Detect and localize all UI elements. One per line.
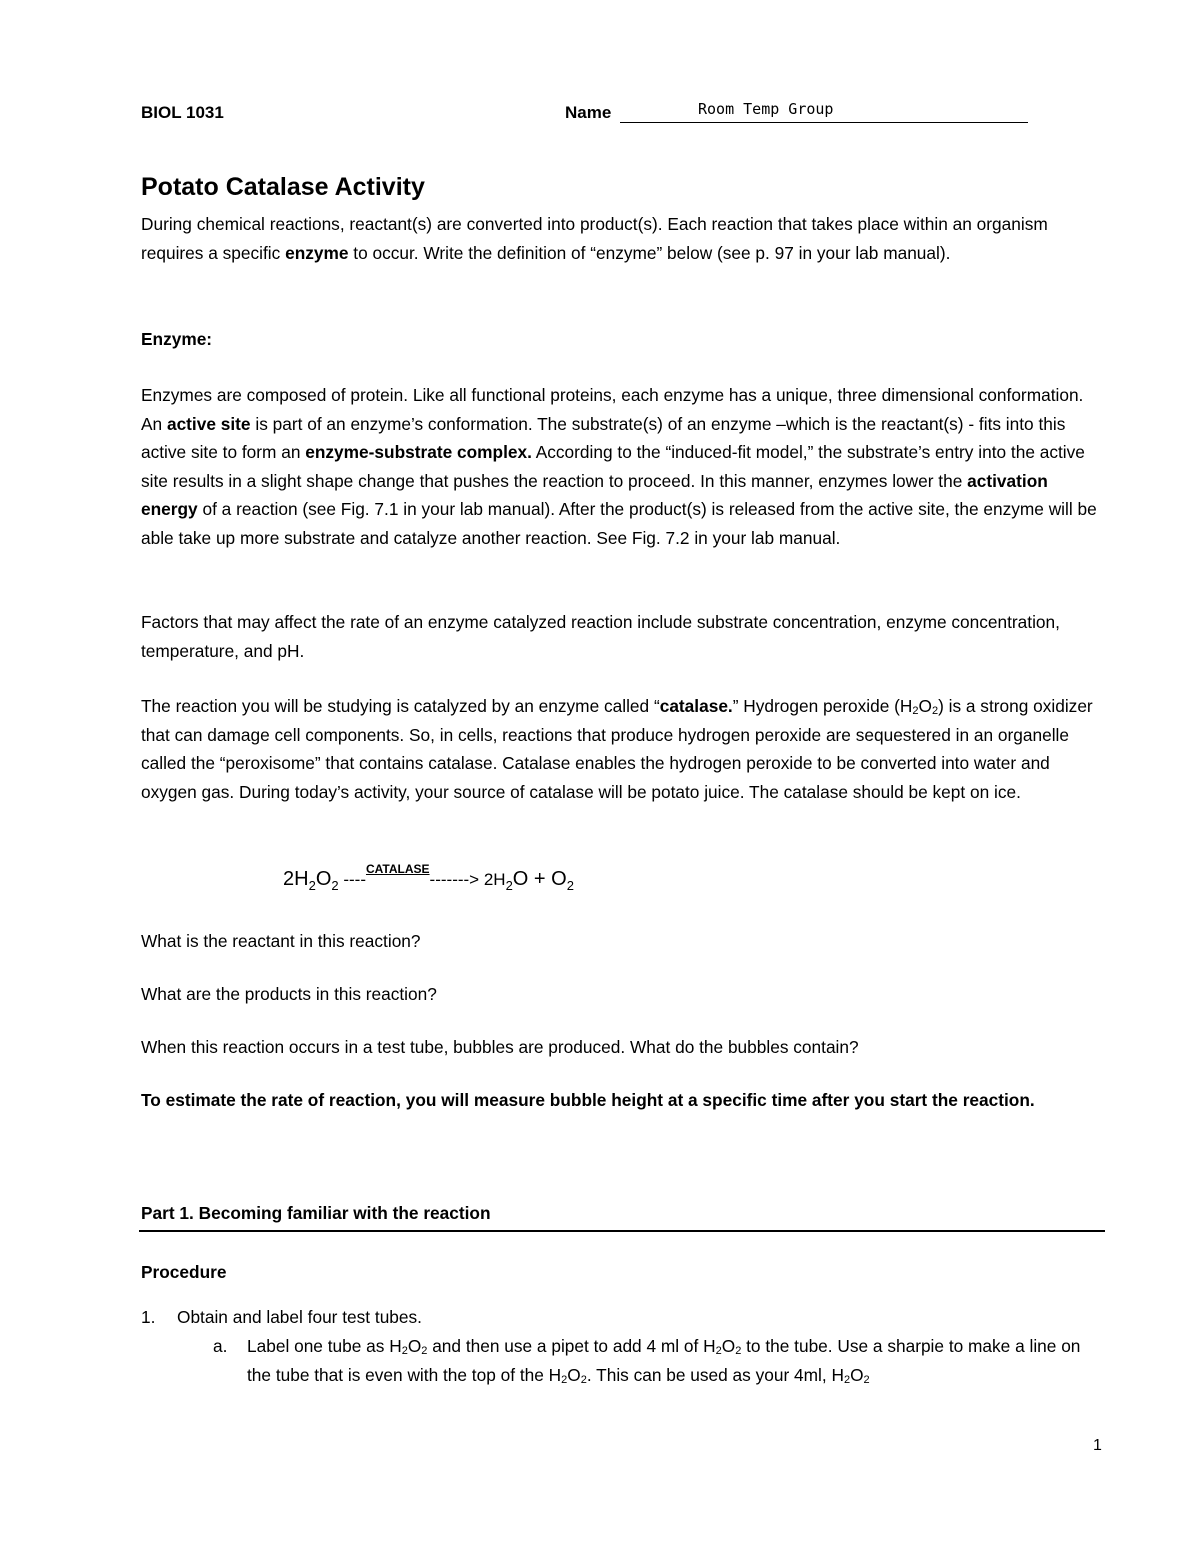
name-label: Name — [565, 103, 612, 122]
catalase-arrow-label: CATALASE — [365, 862, 430, 876]
question-reactant: What is the reactant in this reaction? — [141, 931, 421, 951]
enzyme-description-paragraph: Enzymes are composed of protein. Like all functional proteins, each enzyme has a unique, three dimensional conformation. An active site is part of an enzyme’s conformation. The substrate(s) of an enzyme –which is the reactant(s) - fits into this active site to form an enzyme-substrate complex. According to the “induced-fit model,” the substrate’s entry into the active site results in a slight shape change that pushes the reaction to proceed. In this manner, enzymes lower the activation energy of a reaction (see Fig. 7.1 in your lab manual). After the product(s) is released from the active site, the enzyme will be able take up more substrate and catalyze another reaction. See Fig. 7.2 in your lab manual. — [141, 385, 1097, 548]
step-1-text: Obtain and label four test tubes. — [177, 1307, 422, 1327]
question-products: What are the products in this reaction? — [141, 984, 437, 1004]
catalase-paragraph: The reaction you will be studying is catalyzed by an enzyme called “catalase.” Hydrogen peroxide $(H_2O_2)$ is a strong oxidizer that can damage cell components. So, in cells, reactions that produce hydrogen peroxide are sequestered in an organelle called the “peroxisome” that contains catalase. Catalase enables the hydrogen peroxide to be converted into water and oxygen gas. During today’s activity, your source of catalase will be potato juice. The catalase should be kept on ice. — [141, 696, 1093, 802]
reaction-equation: $2H_2O_2$ $----^{CATALASE}-------> 2H_2O + O_2$ — [283, 862, 574, 893]
step-1a-text: Label one tube as $H_2O_2$ and then use a pipet to add 4 ml of $H_2O_2$ to the tube. Use a sharpie to make a line on the tube that is even with the top of the $H_2O_2$. This can be used as your 4ml, $H_2O_2$ — [247, 1336, 1081, 1386]
rate-estimate-note: To estimate the rate of reaction, you will measure bubble height at a specific time after you start the reaction. — [141, 1090, 1035, 1110]
enzyme-label: Enzyme: — [141, 329, 213, 349]
factors-paragraph: Factors that may affect the rate of an enzyme catalyzed reaction include substrate concentration, enzyme concentration, temperature, and pH. — [141, 612, 1060, 661]
step-1-number: 1. — [141, 1307, 156, 1327]
page-number: 1 — [1093, 1437, 1102, 1454]
part1-heading: Part 1. Becoming familiar with the reaction — [141, 1203, 491, 1223]
name-field-underline — [620, 122, 1028, 123]
intro-paragraph: During chemical reactions, reactant(s) are converted into product(s). Each reaction that takes place within an organism requires a specific enzyme to occur. Write the definition of “enzyme” below (see p. 97 in your lab manual). — [141, 214, 1048, 263]
section-divider — [139, 1230, 1105, 1232]
step-1a-letter: a. — [213, 1336, 228, 1356]
course-code: BIOL 1031 — [141, 103, 224, 122]
question-bubbles: When this reaction occurs in a test tube, bubbles are produced. What do the bubbles contain? — [141, 1037, 859, 1057]
procedure-heading: Procedure — [141, 1262, 227, 1282]
name-field-value[interactable]: Room Temp Group — [698, 100, 834, 118]
page-title: Potato Catalase Activity — [141, 173, 425, 201]
